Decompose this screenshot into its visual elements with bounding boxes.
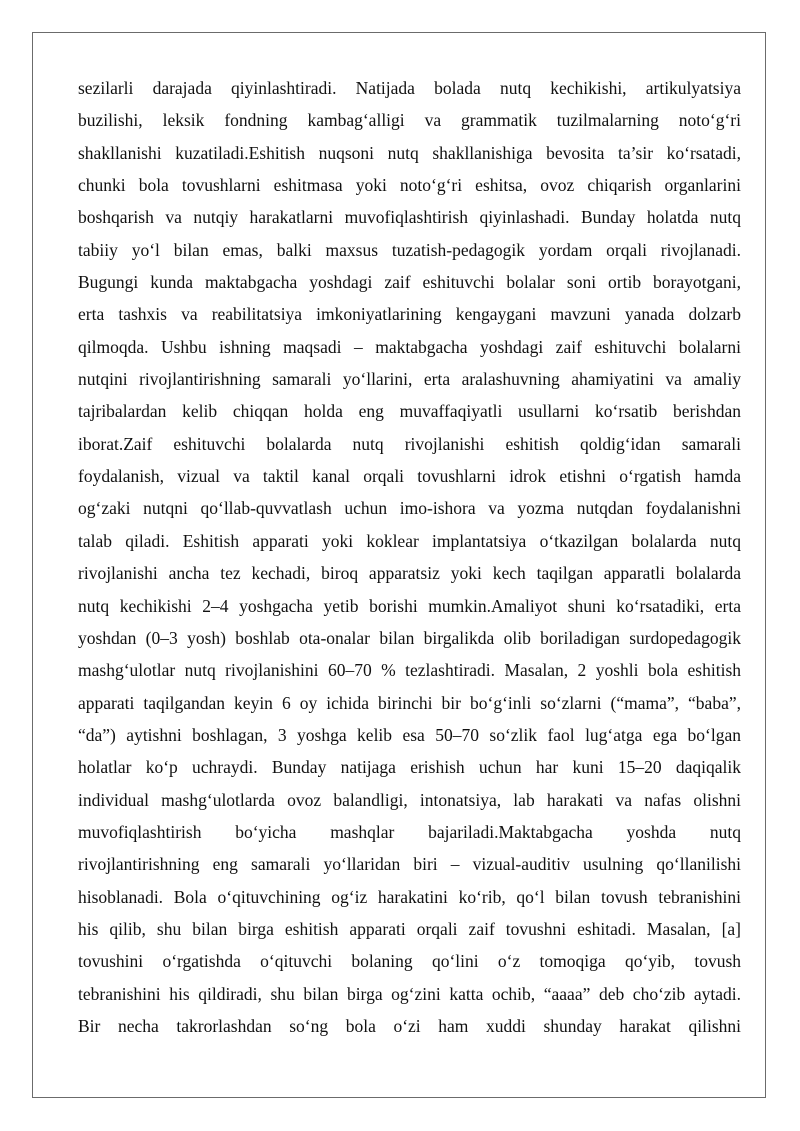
text-line: hisoblanadi. Bola o‘qituvchining og‘iz harakatini ko‘rib, qo‘l bilan tovush tebranishini <box>78 886 741 907</box>
text-line: qilmoqda. Ushbu ishning maqsadi – maktabgacha yoshdagi zaif eshituvchi bolalarni <box>78 336 741 357</box>
text-line: tabiiy yo‘l bilan emas, balki maxsus tuzatish-pedagogik yordam orqali rivojlanadi. <box>78 239 741 260</box>
text-line: Bugungi kunda maktabgacha yoshdagi zaif eshituvchi bolalar soni ortib borayotgani, <box>78 272 741 293</box>
text-line: iborat.Zaif eshituvchi bolalarda nutq rivojlanishi eshitish qoldig‘idan samarali <box>78 433 741 454</box>
text-line: yoshdan (0–3 yosh) boshlab ota-onalar bilan birgalikda olib boriladigan surdopedagogik <box>78 627 741 648</box>
text-line: individual mashg‘ulotlarda ovoz balandligi, intonatsiya, lab harakati va nafas olishni <box>78 789 741 810</box>
text-line: mashg‘ulotlar nutq rivojlanishini 60–70 % tezlashtiradi. Masalan, 2 yoshli bola eshitish <box>78 660 741 681</box>
text-line: shakllanishi kuzatiladi.Eshitish nuqsoni nutq shakllanishiga bevosita ta’sir ko‘rsatadi, <box>78 142 741 163</box>
text-line: chunki bola tovushlarni eshitmasa yoki noto‘g‘ri eshitsa, ovoz chiqarish organlarini <box>78 175 741 196</box>
text-line: nutqini rivojlantirishning samarali yo‘llarini, erta aralashuvning ahamiyatini va amaliy <box>78 369 741 390</box>
text-line: tovushini o‘rgatishda o‘qituvchi bolaning qo‘lini o‘z tomoqiga qo‘yib, tovush <box>78 951 741 972</box>
text-line: “da”) aytishni boshlagan, 3 yoshga kelib esa 50–70 so‘zlik faol lug‘atga ega bo‘lgan <box>78 724 741 745</box>
text-line: tebranishini his qildiradi, shu bilan birga og‘zini katta ochib, “aaaa” deb cho‘zib aytadi. <box>78 983 741 1004</box>
text-line: Bir necha takrorlashdan so‘ng bola o‘zi ham xuddi shunday harakat qilishni <box>78 1015 741 1036</box>
text-line: buzilishi, leksik fondning kambag‘alligi va grammatik tuzilmalarning noto‘g‘ri <box>78 110 741 131</box>
text-line: erta tashxis va reabilitatsiya imkoniyatlarining kengaygani mavzuni yanada dolzarb <box>78 304 741 325</box>
text-line: rivojlanishi ancha tez kechadi, biroq apparatsiz yoki kech taqilgan apparatli bolalarda <box>78 563 741 584</box>
text-line: og‘zaki nutqni qo‘llab-quvvatlash uchun imo-ishora va yozma nutqdan foydalanishni <box>78 498 741 519</box>
text-line: talab qiladi. Eshitish apparati yoki koklear implantatsiya o‘tkazilgan bolalarda nutq <box>78 530 741 551</box>
text-line: muvofiqlashtirish bo‘yicha mashqlar bajariladi.Maktabgacha yoshda nutq <box>78 821 741 842</box>
text-line: apparati taqilgandan keyin 6 oy ichida birinchi bir bo‘g‘inli so‘zlarni (“mama”, “baba”, <box>78 692 741 713</box>
text-line: his qilib, shu bilan birga eshitish apparati orqali zaif tovushni eshitadi. Masalan, [a] <box>78 918 741 939</box>
text-line: sezilarli darajada qiyinlashtiradi. Natijada bolada nutq kechikishi, artikulyatsiya <box>78 78 741 98</box>
text-line: foydalanish, vizual va taktil kanal orqali tovushlarni idrok etishni o‘rgatish hamda <box>78 466 741 487</box>
text-line: nutq kechikishi 2–4 yoshgacha yetib borishi mumkin.Amaliyot shuni ko‘rsatadiki, erta <box>78 595 741 616</box>
document-body-text <box>78 72 741 1042</box>
text-line: tajribalardan kelib chiqqan holda eng muvaffaqiyatli usullarni ko‘rsatib berishdan <box>78 401 741 422</box>
text-line: rivojlantirishning eng samarali yo‘llaridan biri – vizual-auditiv usulning qo‘llanilishi <box>78 854 741 875</box>
text-line: holatlar ko‘p uchraydi. Bunday natijaga erishish uchun har kuni 15–20 daqiqalik <box>78 757 741 778</box>
text-line: boshqarish va nutqiy harakatlarni muvofiqlashtirish qiyinlashadi. Bunday holatda nutq <box>78 207 741 228</box>
